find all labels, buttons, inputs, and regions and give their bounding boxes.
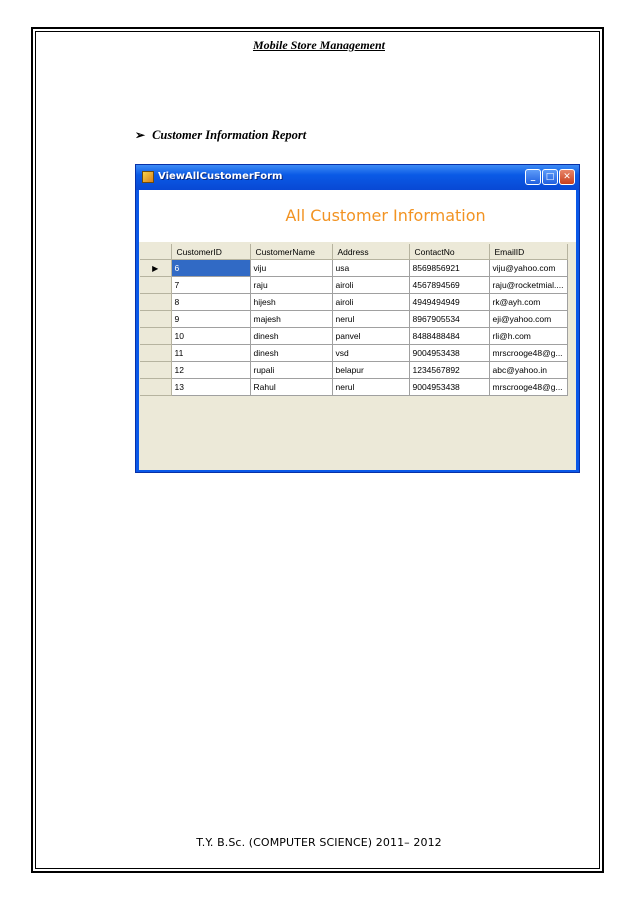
banner-panel (139, 190, 576, 242)
table-row[interactable] (140, 311, 567, 328)
cell-emailid[interactable]: abc@yahoo.in (489, 362, 567, 379)
cell-customername[interactable]: majesh (250, 311, 332, 328)
cell-contactno[interactable]: 8967905534 (409, 311, 489, 328)
window-client-area (139, 190, 576, 470)
cell-customername[interactable]: hijesh (250, 294, 332, 311)
column-header-customername[interactable]: CustomerName (250, 244, 332, 260)
section-heading (135, 128, 306, 143)
table-row[interactable] (140, 277, 567, 294)
window-title: ViewAllCustomerForm (158, 171, 283, 182)
banner-title: All Customer Information (285, 206, 486, 225)
cell-emailid[interactable]: mrscrooge48@g... (489, 379, 567, 396)
table-row[interactable] (140, 294, 567, 311)
cell-customerid[interactable]: 13 (171, 379, 250, 396)
arrow-bullet-icon: ➢ (135, 128, 146, 142)
cell-emailid[interactable]: mrscrooge48@g... (489, 345, 567, 362)
table-header-row (140, 244, 567, 260)
table-row[interactable] (140, 328, 567, 345)
cell-customerid[interactable]: 9 (171, 311, 250, 328)
cell-address[interactable]: airoli (332, 294, 409, 311)
cell-contactno[interactable]: 4567894569 (409, 277, 489, 294)
row-header[interactable] (140, 294, 171, 311)
row-header[interactable] (140, 311, 171, 328)
column-header-address[interactable]: Address (332, 244, 409, 260)
cell-customername[interactable]: rupali (250, 362, 332, 379)
cell-customername[interactable]: viju (250, 260, 332, 277)
cell-contactno[interactable]: 8488488484 (409, 328, 489, 345)
table-row[interactable] (140, 362, 567, 379)
cell-emailid[interactable]: rk@ayh.com (489, 294, 567, 311)
window-titlebar[interactable] (136, 165, 579, 190)
close-button[interactable]: ✕ (559, 169, 575, 185)
cell-customerid[interactable]: 10 (171, 328, 250, 345)
cell-address[interactable]: nerul (332, 379, 409, 396)
cell-address[interactable]: airoli (332, 277, 409, 294)
row-header[interactable] (140, 345, 171, 362)
table-row[interactable] (140, 379, 567, 396)
cell-customerid[interactable]: 8 (171, 294, 250, 311)
cell-contactno[interactable]: 8569856921 (409, 260, 489, 277)
customer-data-grid[interactable] (140, 244, 576, 466)
cell-contactno[interactable]: 1234567892 (409, 362, 489, 379)
table-row[interactable] (140, 260, 567, 277)
cell-emailid[interactable]: raju@rocketmial.... (489, 277, 567, 294)
row-header[interactable] (140, 362, 171, 379)
cell-customername[interactable]: Rahul (250, 379, 332, 396)
cell-address[interactable]: panvel (332, 328, 409, 345)
table-row[interactable] (140, 345, 567, 362)
cell-contactno[interactable]: 9004953438 (409, 379, 489, 396)
column-header-emailid[interactable]: EmailID (489, 244, 567, 260)
cell-address[interactable]: belapur (332, 362, 409, 379)
cell-address[interactable]: nerul (332, 311, 409, 328)
row-header-corner[interactable] (140, 244, 171, 260)
cell-customerid[interactable]: 12 (171, 362, 250, 379)
app-form-icon[interactable] (142, 171, 154, 183)
page-footer: T.Y. B.Sc. (COMPUTER SCIENCE) 2011– 2012 (196, 836, 442, 849)
cell-address[interactable]: vsd (332, 345, 409, 362)
cell-emailid[interactable]: eji@yahoo.com (489, 311, 567, 328)
cell-emailid[interactable]: viju@yahoo.com (489, 260, 567, 277)
cell-address[interactable]: usa (332, 260, 409, 277)
cell-customerid[interactable]: 11 (171, 345, 250, 362)
row-header[interactable] (140, 328, 171, 345)
column-header-customerid[interactable]: CustomerID (171, 244, 250, 260)
cell-emailid[interactable]: rli@h.com (489, 328, 567, 345)
row-header[interactable] (140, 277, 171, 294)
row-header[interactable] (140, 379, 171, 396)
minimize-button[interactable]: _ (525, 169, 541, 185)
column-header-contactno[interactable]: ContactNo (409, 244, 489, 260)
current-row-arrow-icon[interactable]: ▶ (140, 260, 171, 277)
maximize-button[interactable]: □ (542, 169, 558, 185)
customer-table (140, 244, 568, 396)
cell-customerid[interactable]: 7 (171, 277, 250, 294)
cell-customername[interactable]: dinesh (250, 328, 332, 345)
cell-customername[interactable]: raju (250, 277, 332, 294)
cell-customerid[interactable]: 6 (171, 260, 250, 277)
cell-contactno[interactable]: 9004953438 (409, 345, 489, 362)
view-all-customer-window (135, 164, 580, 473)
page-header-title: Mobile Store Management (252, 38, 385, 52)
section-title: Customer Information Report (152, 128, 307, 142)
cell-contactno[interactable]: 4949494949 (409, 294, 489, 311)
cell-customername[interactable]: dinesh (250, 345, 332, 362)
